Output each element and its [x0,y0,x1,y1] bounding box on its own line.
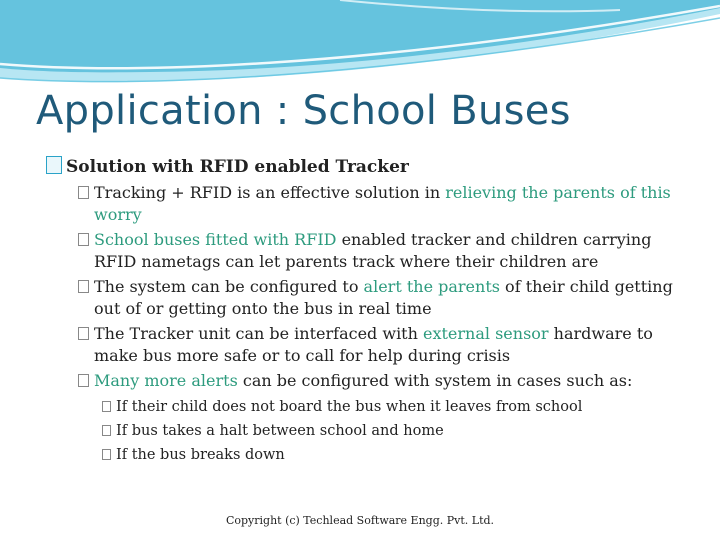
highlighted-text: alert the parents [363,277,500,296]
bullet-box-icon [78,233,89,246]
main-bullet [46,156,686,178]
bullet-box-icon [102,401,111,412]
list-item: Tracking + RFID is an effective solution in relieving the parents of this worry [46,182,686,226]
copyright-footer: Copyright (c) Techlead Software Engg. Pvt. Ltd. [225,514,495,527]
bullet-box-icon [78,374,89,387]
bullet-box-icon [78,327,89,340]
highlighted-text: School buses fitted with RFID [94,230,337,249]
bullet-box-icon [78,280,89,293]
list-item: The system can be configured to alert the parents of their child getting out of or getting onto the bus in real time [46,276,686,320]
sub-list-item: If bus takes a halt between school and home [46,419,686,443]
sub-list-item: If their child does not board the bus when it leaves from school [46,395,686,419]
list-item: Many more alerts can be configured with system in cases such as: [46,370,686,392]
bullet-box-icon [102,449,111,460]
slide-content [46,156,686,467]
bullet-box-icon [46,156,62,174]
header-wave-decoration [0,0,720,90]
highlighted-text: relieving the parents of this worry [94,183,671,224]
bullet-box-icon [102,425,111,436]
highlighted-text: external sensor [423,324,549,343]
highlighted-text: Many more alerts [94,371,238,390]
sub-list-item: If the bus breaks down [46,443,686,467]
list-item: School buses fitted with RFID enabled tracker and children carrying RFID nametags can let parents track where their children are [46,229,686,273]
slide-title: Application : School Buses [36,88,571,134]
bullet-box-icon [78,186,89,199]
list-item: The Tracker unit can be interfaced with external sensor hardware to make bus more safe or to call for help during crisis [46,323,686,367]
main-bullet-text: Solution with RFID enabled Tracker [66,157,409,177]
